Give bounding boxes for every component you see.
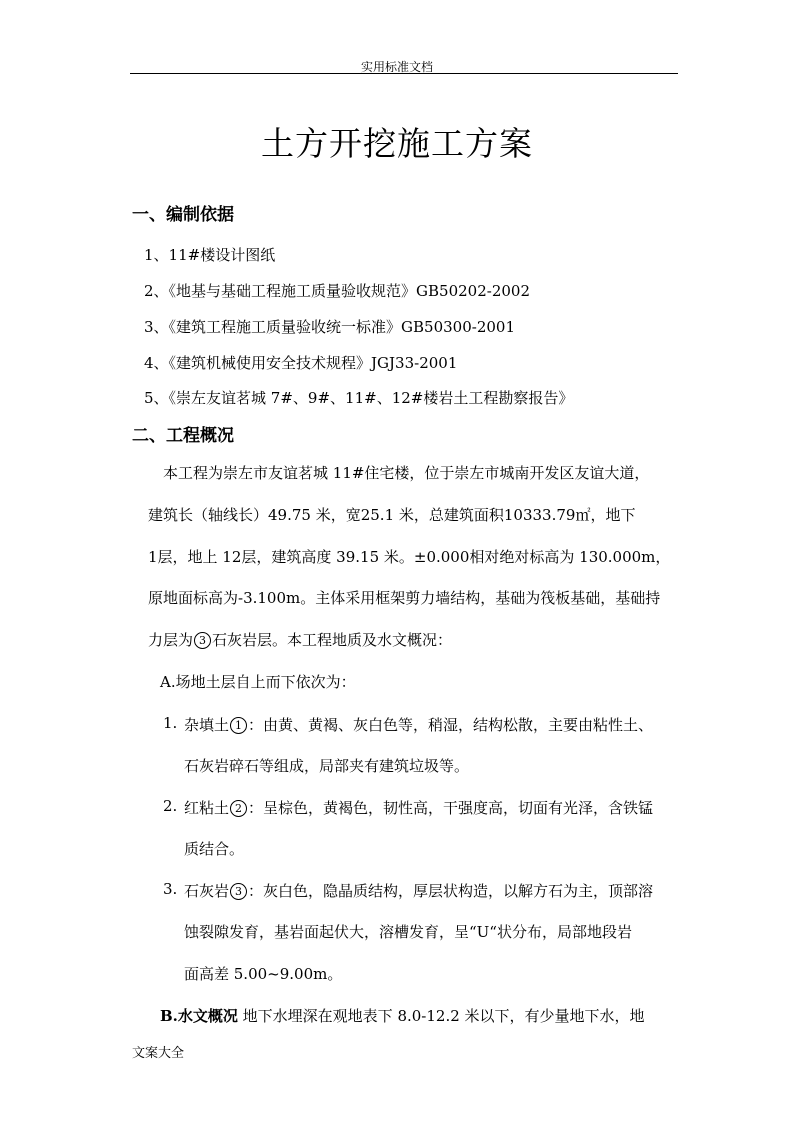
overview-line-5-post: 石灰岩层。本工程地质及水文概况： — [212, 631, 453, 649]
soil-item-2-line-2: 质结合。 — [184, 840, 245, 858]
soil-item-3-mark: 3 — [230, 883, 247, 900]
soil-item-1-text: ：由黄、黄褐、灰白色等，稍湿，结构松散，主要由粘性土、 — [248, 716, 654, 734]
soil-item-3-line-1 — [184, 880, 653, 901]
hydrology-label: B.水文概况 — [160, 1007, 238, 1025]
overview-line-1: 本工程为崇左市友谊茗城 11#住宅楼，位于崇左市城南开发区友谊大道， — [163, 464, 650, 482]
soil-item-3-line-3: 面高差 5.00~9.00m。 — [184, 965, 343, 983]
soil-item-2-mark: 2 — [230, 800, 247, 817]
basis-item-5: 5、《崇左友谊茗城 7#、9#、11#、12#楼岩土工程勘察报告》 — [144, 389, 574, 407]
document-title: 土方开挖施工方案 — [261, 124, 533, 163]
overview-line-5 — [148, 629, 452, 650]
soil-item-2-text: ：呈棕色，黄褐色，韧性高，干强度高，切面有光泽，含铁锰 — [248, 799, 654, 817]
soil-item-3-line-2: 蚀裂隙发育，基岩面起伏大，溶槽发育，呈“U“状分布，局部地段岩 — [184, 923, 632, 941]
soil-item-3-name: 石灰岩 — [184, 882, 230, 900]
overview-line-2: 建筑长（轴线长）49.75 米，宽25.1 米，总建筑面积10333.79㎡，地下 — [148, 506, 636, 524]
soil-item-1-name: 杂填土 — [184, 716, 230, 734]
overview-line-5-pre: 力层为 — [148, 631, 194, 649]
soil-item-1-line-1 — [184, 714, 653, 735]
circled-number-3: 3 — [194, 632, 211, 649]
soil-item-3-number: 3. — [163, 880, 178, 898]
section-heading-basis: 一、编制依据 — [132, 205, 234, 225]
page-header: 实用标准文档 — [360, 60, 433, 74]
basis-item-1: 1、11#楼设计图纸 — [144, 246, 276, 264]
soil-item-1-line-2: 石灰岩碎石等组成，局部夹有建筑垃圾等。 — [184, 757, 470, 775]
header-divider — [130, 73, 678, 74]
soil-item-2-name: 红粘土 — [184, 799, 230, 817]
basis-item-3: 3、《建筑工程施工质量验收统一标准》GB50300-2001 — [144, 318, 516, 336]
soil-item-3-text: ：灰白色，隐晶质结构，厚层状构造，以解方石为主，顶部溶 — [248, 882, 654, 900]
overview-line-3: 1层，地上 12层，建筑高度 39.15 米。±0.000相对绝对标高为 130.000m， — [148, 548, 671, 566]
section-heading-overview: 二、工程概况 — [132, 426, 234, 446]
soil-item-2-line-1 — [184, 797, 653, 818]
hydrology-text: 地下水埋深在观地表下 8.0-12.2 米以下，有少量地下水，地 — [237, 1007, 645, 1025]
soil-item-2-number: 2. — [163, 797, 178, 815]
basis-item-4: 4、《建筑机械使用安全技术规程》JGJ33-2001 — [144, 354, 458, 372]
page-footer: 文案大全 — [132, 1046, 185, 1061]
soil-item-1-number: 1. — [163, 714, 178, 732]
soil-item-1-mark: 1 — [230, 717, 247, 734]
overview-line-4: 原地面标高为-3.100m。主体采用框架剪力墙结构，基础为筏板基础，基础持 — [148, 589, 661, 607]
basis-item-2: 2、《地基与基础工程施工质量验收规范》GB50202-2002 — [144, 282, 531, 300]
soil-layers-heading: A.场地土层自上而下依次为： — [160, 673, 356, 691]
hydrology-line — [160, 1005, 645, 1026]
